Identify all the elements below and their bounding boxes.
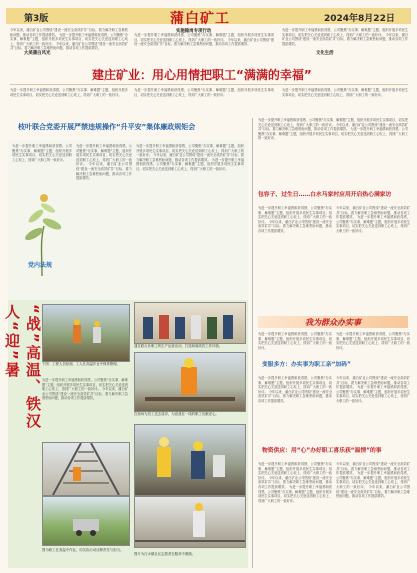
top-col-3-text-b: 今年以来，蒲白矿业公司围绕“建设一流安全高效矿井”目标，着力解决职工急难愁盼问题，推动各项工作提质增效。 <box>282 32 408 46</box>
caption-photo-c: 在现场为员工送去清凉，为奋战在一线的职工们献爱心。 <box>134 412 219 416</box>
right-mid-body-1-text: 为进一步提升职工幸福感和获得感，公司聚焦“办实事、解难题”主题，组织开展多项民生实事项目，切实把关心关爱送到职工心坎上，得到广大职工的一致好评。 <box>258 332 332 350</box>
bottom-right-body-2-text-c: 今年以来，蒲白矿业公司围绕“建设一流安全高效矿井”目标，着力解决职工急难愁盼问题，推动各项工作提质增效。 <box>336 484 410 499</box>
right-mid-body-3-text: 为进一步提升职工幸福感和获得感，公司聚焦“办实事、解难题”主题，组织开展多项民生实事项目，切实把关心关爱送到职工心坎上，得到广大职工的一致好评。 <box>258 376 332 394</box>
bottom-right-body-2 <box>336 462 410 566</box>
right-mid-body-1 <box>258 332 332 360</box>
bottom-right-body-1-text-b: 今年以来，蒲白矿业公司围绕“建设一流安全高效矿井”目标，着力解决职工急难愁盼问题，推动各项工作提质增效。 <box>258 475 332 489</box>
headline-body-3-text: 为进一步提升职工幸福感和获得感，公司聚焦“办实事、解难题”主题，组织开展多项民生实事项目，切实把关心关爱送到职工心坎上，得到广大职工的一致好评。 <box>282 88 408 97</box>
column-divider <box>252 118 253 568</box>
right-top-body-text: 为进一步提升职工幸福感和获得感，公司聚焦“办实事、解难题”主题，组织开展多项民生实事项目，切实把关心关爱送到职工心坎上，得到广大职工的一致好评。 <box>258 118 408 127</box>
top-col-2-text: 为进一步提升职工幸福感和获得感，公司聚焦“办实事、解难题”主题，组织开展多项民生实事项目，切实把关心关爱送到职工心坎上，得到广大职工的一致好评。 <box>134 33 274 42</box>
left-feature-body-3-text-b: 今年以来，蒲白矿业公司围绕“建设一流安全高效矿井”目标，着力解决职工急难愁盼问题，推动各项工作提质增效。 <box>136 153 244 162</box>
left-feature-body-2-text-b: 今年以来，蒲白矿业公司围绕“建设一流安全高效矿井”目标，着力解决职工急难愁盼问题，推动各项工作提质增效。 <box>76 162 132 181</box>
weekly-banner <box>258 316 408 328</box>
right-top-body-text-b: 今年以来，蒲白矿业公司围绕“建设一流安全高效矿井”目标，着力解决职工急难愁盼问题，推动各项工作提质增效。 <box>258 122 408 132</box>
right-mid-body-4 <box>336 376 410 442</box>
bottom-right-title: 物资供应：用“心”办好职工喜乐获“温情”的事 <box>262 448 382 454</box>
right-top-body-text-c: 为进一步提升职工幸福感和获得感，公司聚焦“办实事、解难题”主题，组织开展多项民生实事项目，切实把关心关爱送到职工心坎上，得到广大职工的一致好评。 <box>258 127 408 141</box>
issue-date: 2024年8月22日 <box>324 14 395 24</box>
top-col-2 <box>134 33 274 63</box>
photo-workers-yellow <box>134 424 246 496</box>
main-headline: 建庄矿业：用心用情把职工“满满的幸福” <box>92 68 312 82</box>
photo-worker-orange <box>134 352 246 412</box>
right-upper-body-2 <box>336 206 410 310</box>
headline-body-1 <box>10 88 128 114</box>
left-feature-body-2 <box>76 144 132 254</box>
top-col-2-heading: 实施稳岗专项行动 <box>176 29 212 34</box>
top-col-3-heading: 文化生活 <box>316 51 334 56</box>
right-mid-body-4-text-b: 为进一步提升职工幸福感和获得感，公司聚焦“办实事、解难题”主题，组织开展多项民生实事项目，切实把关心关爱送到职工心坎上，得到广大职工的一致好评。 <box>336 385 410 403</box>
left-feature-small-title: 党内法规 <box>28 262 53 269</box>
right-mid-body-4-text: 今年以来，蒲白矿业公司围绕“建设一流安全高效矿井”目标，着力解决职工急难愁盼问题，推动各项工作提质增效。 <box>336 376 410 390</box>
left-feature-body-2-text: 为进一步提升职工幸福感和获得感，公司聚焦“办实事、解难题”主题，组织开展多项民生实事项目，切实把关心关爱送到职工心坎上，得到广大职工的一致好评。 <box>76 144 132 167</box>
left-feature-body-3-text: 为进一步提升职工幸福感和获得感，公司聚焦“办实事、解难题”主题，组织开展多项民生实事项目，切实把关心关爱送到职工心坎上，得到广大职工的一致好评。 <box>136 144 244 158</box>
headline-rule <box>10 84 408 85</box>
left-feature-body-1 <box>12 144 72 186</box>
summer-body-1-text-b: 今年以来，蒲白矿业公司围绕“建设一流安全高效矿井”目标，着力解决职工急难愁盼问题，推动各项工作提质增效。 <box>42 387 128 401</box>
right-upper-body-1-text: 为进一步提升职工幸福感和获得感，公司聚焦“办实事、解难题”主题，组织开展多项民生实事项目，切实把关心关爱送到职工心坎上，得到广大职工的一致好评。 <box>258 206 332 224</box>
top-col-2-text-b: 今年以来，蒲白矿业公司围绕“建设一流安全高效矿井”目标，着力解决职工急难愁盼问题，推动各项工作提质增效。 <box>134 37 274 47</box>
headline-body-2 <box>134 88 274 114</box>
right-mid-body-3 <box>258 376 332 442</box>
right-mid-title: 变服多方：办实事为职工亲“加码” <box>262 362 351 368</box>
bottom-right-body-2-text: 今年以来，蒲白矿业公司围绕“建设一流安全高效矿井”目标，着力解决职工急难愁盼问题，推动各项工作提质增效。 <box>336 462 410 476</box>
headline-body-1-text: 为进一步提升职工幸福感和获得感，公司聚焦“办实事、解难题”主题，组织开展多项民生实事项目，切实把关心关爱送到职工心坎上，得到广大职工的一致好评。 <box>10 88 128 97</box>
photo-group-meeting <box>134 302 246 344</box>
right-mid-body-2-text: 为进一步提升职工幸福感和获得感，公司聚焦“办实事、解难题”主题，组织开展多项民生实事项目，切实把关心关爱送到职工心坎上，得到广大职工的一致好评。 <box>336 332 410 350</box>
right-upper-body-1-text-b: 今年以来，蒲白矿业公司围绕“建设一流安全高效矿井”目标，着力解决职工急难愁盼问题，推动各项工作提质增效。 <box>258 219 332 233</box>
photo-worker-rail <box>134 496 246 548</box>
headline-body-2-text: 为进一步提升职工幸福感和获得感，公司聚焦“办实事、解难题”主题，组织开展多项民生实事项目，切实把关心关爱送到职工心坎上，得到广大职工的一致好评。 <box>134 88 274 97</box>
right-upper-body-2-text-b: 为进一步提升职工幸福感和获得感，公司聚焦“办实事、解难题”主题，组织开展多项民生实事项目，切实把关心关爱送到职工心坎上，得到广大职工的一致好评。 <box>336 215 410 233</box>
footnote-left: 图片为白水镇社区志愿者在服务中照顾。 <box>134 552 196 556</box>
right-mid-body-3-text-b: 今年以来，蒲白矿业公司围绕“建设一流安全高效矿井”目标，着力解决职工急难愁盼问题，推动各项工作提质增效。 <box>258 389 332 403</box>
bottom-right-body-1-text: 为进一步提升职工幸福感和获得感，公司聚焦“办实事、解难题”主题，组织开展多项民生实事项目，切实把关心关爱送到职工心坎上，得到广大职工的一致好评。 <box>258 462 332 480</box>
weekly-banner-text: 我为群众办实事 <box>305 317 361 327</box>
bottom-right-body-1-text-c: 为进一步提升职工幸福感和获得感，公司聚焦“办实事、解难题”主题，组织开展多项民生实事项目，切实把关心关爱送到职工心坎上，得到广大职工的一致好评。 <box>258 484 332 503</box>
caption-photo-d: 图为职工在高温中作业，用实际行动诠释责任与担当。 <box>42 548 124 552</box>
summer-banner <box>3 304 42 488</box>
top-col-1-text: 今年以来，蒲白矿业公司围绕“建设一流安全高效矿井”目标，着力解决职工急难愁盼问题，推动各项工作提质增效。 <box>10 28 128 37</box>
page-header <box>0 0 417 27</box>
bottom-right-body-1 <box>258 462 332 566</box>
top-col-1-text-b: 为进一步提升职工幸福感和获得感，公司聚焦“办实事、解难题”主题，组织开展多项民生实事项目，切实把关心关爱送到职工心坎上，得到广大职工的一致好评。 <box>10 32 128 46</box>
summer-body-1-text: 为进一步提升职工幸福感和获得感，公司聚焦“办实事、解难题”主题，组织开展多项民生实事项目，切实把关心关爱送到职工心坎上，得到广大职工的一致好评。 <box>42 378 128 392</box>
headline-body-3 <box>282 88 408 114</box>
top-col-1-text-c: 今年以来，蒲白矿业公司围绕“建设一流安全高效矿井”目标，着力解决职工急难愁盼问题，推动各项工作提质增效。 <box>10 41 128 51</box>
left-feature-body-1-text: 为进一步提升职工幸福感和获得感，公司聚焦“办实事、解难题”主题，组织开展多项民生实事项目，切实把关心关爱送到职工心坎上，得到广大职工的一致好评。 <box>12 144 72 162</box>
right-top-body <box>258 118 408 188</box>
photo-workers-slope <box>42 304 130 362</box>
masthead: 蒲白矿工 <box>170 11 230 27</box>
summer-body-1 <box>42 378 128 438</box>
left-feature-body-3-text-c: 为进一步提升职工幸福感和获得感，公司聚焦“办实事、解难题”主题，组织开展多项民生实事项目，切实把关心关爱送到职工心坎上，得到广大职工的一致好评。 <box>136 157 244 171</box>
left-feature-title: 枝叶联合党委开展严禁违规操作“升平安”集体廉政规矩会 <box>18 123 196 131</box>
right-upper-title: 包容子、过生日……白水马家村应用开启热心满家访 <box>258 192 392 198</box>
photo-outdoor-site <box>42 496 130 546</box>
top-col-1-heading: 大美蒲白风光 <box>24 51 51 56</box>
right-upper-body-2-text: 今年以来，蒲白矿业公司围绕“建设一流安全高效矿井”目标，着力解决职工急难愁盼问题，推动各项工作提质增效。 <box>336 206 410 220</box>
top-col-3-text: 为进一步提升职工幸福感和获得感，公司聚焦“办实事、解难题”主题，组织开展多项民生实事项目，切实把关心关爱送到职工心坎上，得到广大职工的一致好评。 <box>282 28 408 37</box>
page-label: 第3版 <box>24 14 49 24</box>
caption-photo-b: 通过联合各职工的生产运营活动，打造和谐高效工作环境。 <box>134 344 223 348</box>
right-upper-body-1 <box>258 206 332 310</box>
summer-banner-text: “战”高温、铁汉人“迎”暑 <box>3 304 42 430</box>
photo-rail-track <box>42 442 130 496</box>
left-feature-body-3 <box>136 144 244 254</box>
right-mid-body-2 <box>336 332 410 360</box>
bottom-right-body-2-text-b: 为进一步提升职工幸福感和获得感，公司聚焦“办实事、解难题”主题，组织开展多项民生实事项目，切实把关心关爱送到职工心坎上，得到广大职工的一致好评。 <box>336 471 410 489</box>
caption-photo-a: 下图：工程人员检测，工人在高温作业中保持警惕。 <box>42 362 120 366</box>
